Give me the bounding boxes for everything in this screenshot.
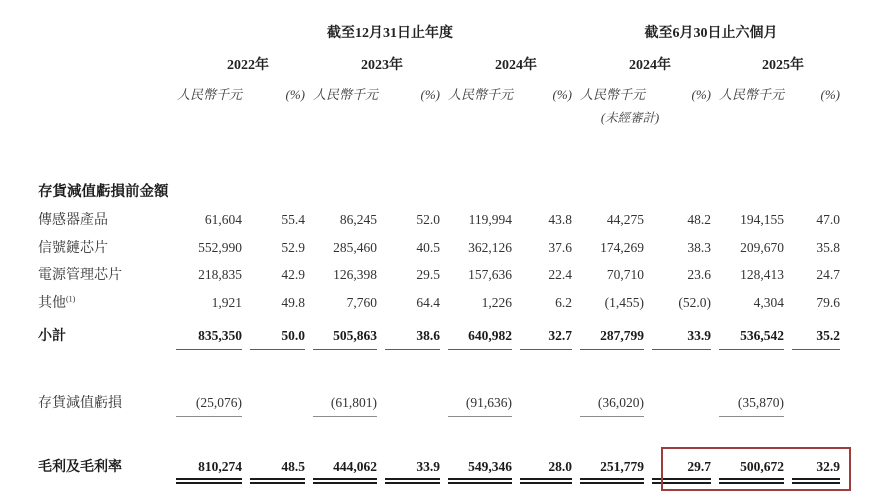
- unit-pct: (%): [820, 87, 840, 102]
- cell-value: 444,062: [313, 459, 377, 480]
- cell-value: (91,636): [448, 395, 512, 417]
- table-row-sensor-products: [0, 212, 840, 229]
- row-label: 存貨減值虧損: [38, 396, 122, 411]
- cell-value: 38.6: [385, 328, 440, 350]
- cell-value: 505,863: [313, 328, 377, 350]
- table-row-signal-chain-chips: [0, 240, 840, 257]
- cell-value: 35.2: [792, 328, 840, 350]
- cell-value: 48.2: [687, 212, 711, 227]
- cell-value: 500,672: [719, 459, 784, 480]
- column-group-interim: 截至6月30日止六個月: [644, 26, 778, 41]
- row-label: 其他$^{(1)}$: [38, 294, 76, 311]
- cell-value: 35.8: [816, 240, 840, 255]
- cell-value: 251,779: [580, 459, 644, 480]
- row-label: 毛利及毛利率: [38, 460, 122, 475]
- row-label: 小計: [38, 329, 66, 344]
- cell-value: 33.9: [385, 459, 440, 480]
- cell-value: (52.0): [678, 295, 711, 310]
- unit-pct: (%): [285, 87, 305, 102]
- cell-value: 42.9: [281, 267, 305, 282]
- cell-value: 52.0: [416, 212, 440, 227]
- cell-value: 119,994: [468, 212, 512, 227]
- unit-amount: 人民幣千元: [448, 87, 514, 102]
- cell-value: 49.8: [281, 295, 305, 310]
- cell-value: 22.4: [548, 267, 572, 282]
- unit-pct: (%): [691, 87, 711, 102]
- cell-value: 1,921: [211, 295, 242, 310]
- cell-value: 126,398: [333, 267, 377, 282]
- cell-value: 218,835: [198, 267, 242, 282]
- cell-value: 549,346: [448, 459, 512, 480]
- cell-value: 23.6: [687, 267, 711, 282]
- table-row-inventory-impairment: [0, 395, 840, 417]
- cell-value: 287,799: [580, 328, 644, 350]
- cell-value: 86,245: [339, 212, 377, 227]
- cell-value: (1,455): [604, 295, 644, 310]
- unit-pct: (%): [552, 87, 572, 102]
- cell-value: 79.6: [816, 295, 840, 310]
- cell-value: 6.2: [555, 295, 572, 310]
- year-header-2023: 2023年: [361, 58, 403, 73]
- row-label: 信號鏈芯片: [38, 241, 108, 256]
- section-header-row: [0, 184, 840, 200]
- cell-value: 174,269: [600, 240, 644, 255]
- cell-value: 28.0: [520, 459, 572, 480]
- highlight-box: [661, 447, 851, 491]
- cell-value: 50.0: [250, 328, 305, 350]
- unit-amount: 人民幣千元: [580, 87, 646, 102]
- cell-value: 24.7: [816, 267, 840, 282]
- cell-value: (25,076): [176, 395, 242, 417]
- section-header-label: 存貨減值虧損前金額: [38, 184, 169, 200]
- row-label: 傳感器產品: [38, 213, 108, 228]
- unit-amount: 人民幣千元: [176, 87, 242, 102]
- cell-value: 55.4: [281, 212, 305, 227]
- cell-value: 40.5: [416, 240, 440, 255]
- cell-value: 835,350: [176, 328, 242, 350]
- year-header-2022: 2022年: [227, 58, 269, 73]
- cell-value: 285,460: [333, 240, 377, 255]
- cell-value: 552,990: [198, 240, 242, 255]
- cell-value: 810,274: [176, 459, 242, 480]
- cell-value: 194,155: [740, 212, 784, 227]
- unit-header-row: [0, 87, 840, 103]
- unit-amount: 人民幣千元: [719, 87, 785, 102]
- cell-value: 209,670: [740, 240, 784, 255]
- row-label: 電源管理芯片: [38, 268, 122, 283]
- unit-amount: 人民幣千元: [313, 87, 379, 102]
- cell-value: 44,275: [606, 212, 644, 227]
- unit-pct: (%): [420, 87, 440, 102]
- cell-value: 38.3: [687, 240, 711, 255]
- cell-value: 362,126: [468, 240, 512, 255]
- year-header-2024: 2024年: [495, 58, 537, 73]
- cell-value: 48.5: [250, 459, 305, 480]
- table-row-subtotal: [0, 328, 840, 350]
- table-row-power-management-chips: [0, 267, 840, 284]
- cell-value: 37.6: [548, 240, 572, 255]
- cell-value: 640,982: [448, 328, 512, 350]
- cell-value: 32.7: [520, 328, 572, 350]
- cell-value: (61,801): [313, 395, 377, 417]
- cell-value: 70,710: [606, 267, 644, 282]
- cell-value: 1,226: [481, 295, 512, 310]
- cell-value: 29.5: [416, 267, 440, 282]
- cell-value: 64.4: [416, 295, 440, 310]
- cell-value: (35,870): [719, 395, 784, 417]
- cell-value: 7,760: [346, 295, 377, 310]
- cell-value: 43.8: [548, 212, 572, 227]
- column-group-annual: 截至12月31日止年度: [327, 26, 453, 41]
- cell-value: 33.9: [652, 328, 711, 350]
- year-header-2025: 2025年: [762, 58, 804, 73]
- cell-value: (36,020): [580, 395, 644, 417]
- cell-value: 128,413: [740, 267, 784, 282]
- cell-value: 536,542: [719, 328, 784, 350]
- cell-value: 52.9: [281, 240, 305, 255]
- cell-value: 61,604: [204, 212, 242, 227]
- cell-value: 29.7: [652, 459, 711, 480]
- cell-value: 32.9: [792, 459, 840, 480]
- cell-value: 47.0: [816, 212, 840, 227]
- year-header-2024-interim: 2024年: [629, 58, 671, 73]
- table-row-others: [0, 295, 840, 312]
- footnote-marker: (1): [66, 294, 76, 304]
- cell-value: 4,304: [753, 295, 784, 310]
- cell-value: 157,636: [468, 267, 512, 282]
- unaudited-note: (未經審計): [600, 111, 660, 125]
